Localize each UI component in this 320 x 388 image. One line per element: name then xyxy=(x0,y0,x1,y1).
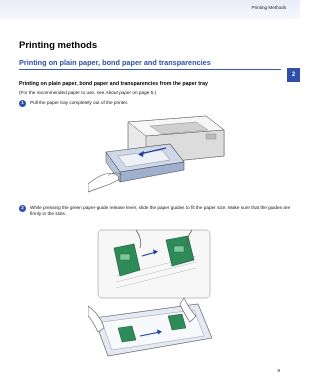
running-head: Printing Methods xyxy=(251,5,286,10)
step-text: Pull the paper tray completely out of the printer. xyxy=(30,100,129,105)
page-number: 9 xyxy=(277,369,280,374)
paper-guide-illustration xyxy=(96,226,214,302)
chapter-tab: 2 xyxy=(287,68,300,82)
step-text: While pressing the green paper-guide release lever, slide the paper guides to fit the paper size. Make sure that the guides are firmly in the slots. xyxy=(30,205,291,217)
about-paper-link[interactable]: About paper xyxy=(105,90,132,95)
step-number-badge: 2 xyxy=(19,205,26,212)
printer-tray-illustration xyxy=(88,112,228,194)
page-title: Printing methods xyxy=(19,40,98,51)
section-rule xyxy=(19,69,281,70)
note xyxy=(19,90,156,95)
subhead: Printing on plain paper, bond paper and transparencies from the paper tray xyxy=(19,81,208,87)
step-number-badge: 1 xyxy=(19,100,26,107)
back-guide-illustration xyxy=(88,298,214,360)
section-title: Printing on plain paper, bond paper and transparencies xyxy=(19,58,211,67)
note-suffix: on page 5.) xyxy=(131,90,157,95)
note-prefix: (For the recommended paper to use, see xyxy=(19,90,106,95)
